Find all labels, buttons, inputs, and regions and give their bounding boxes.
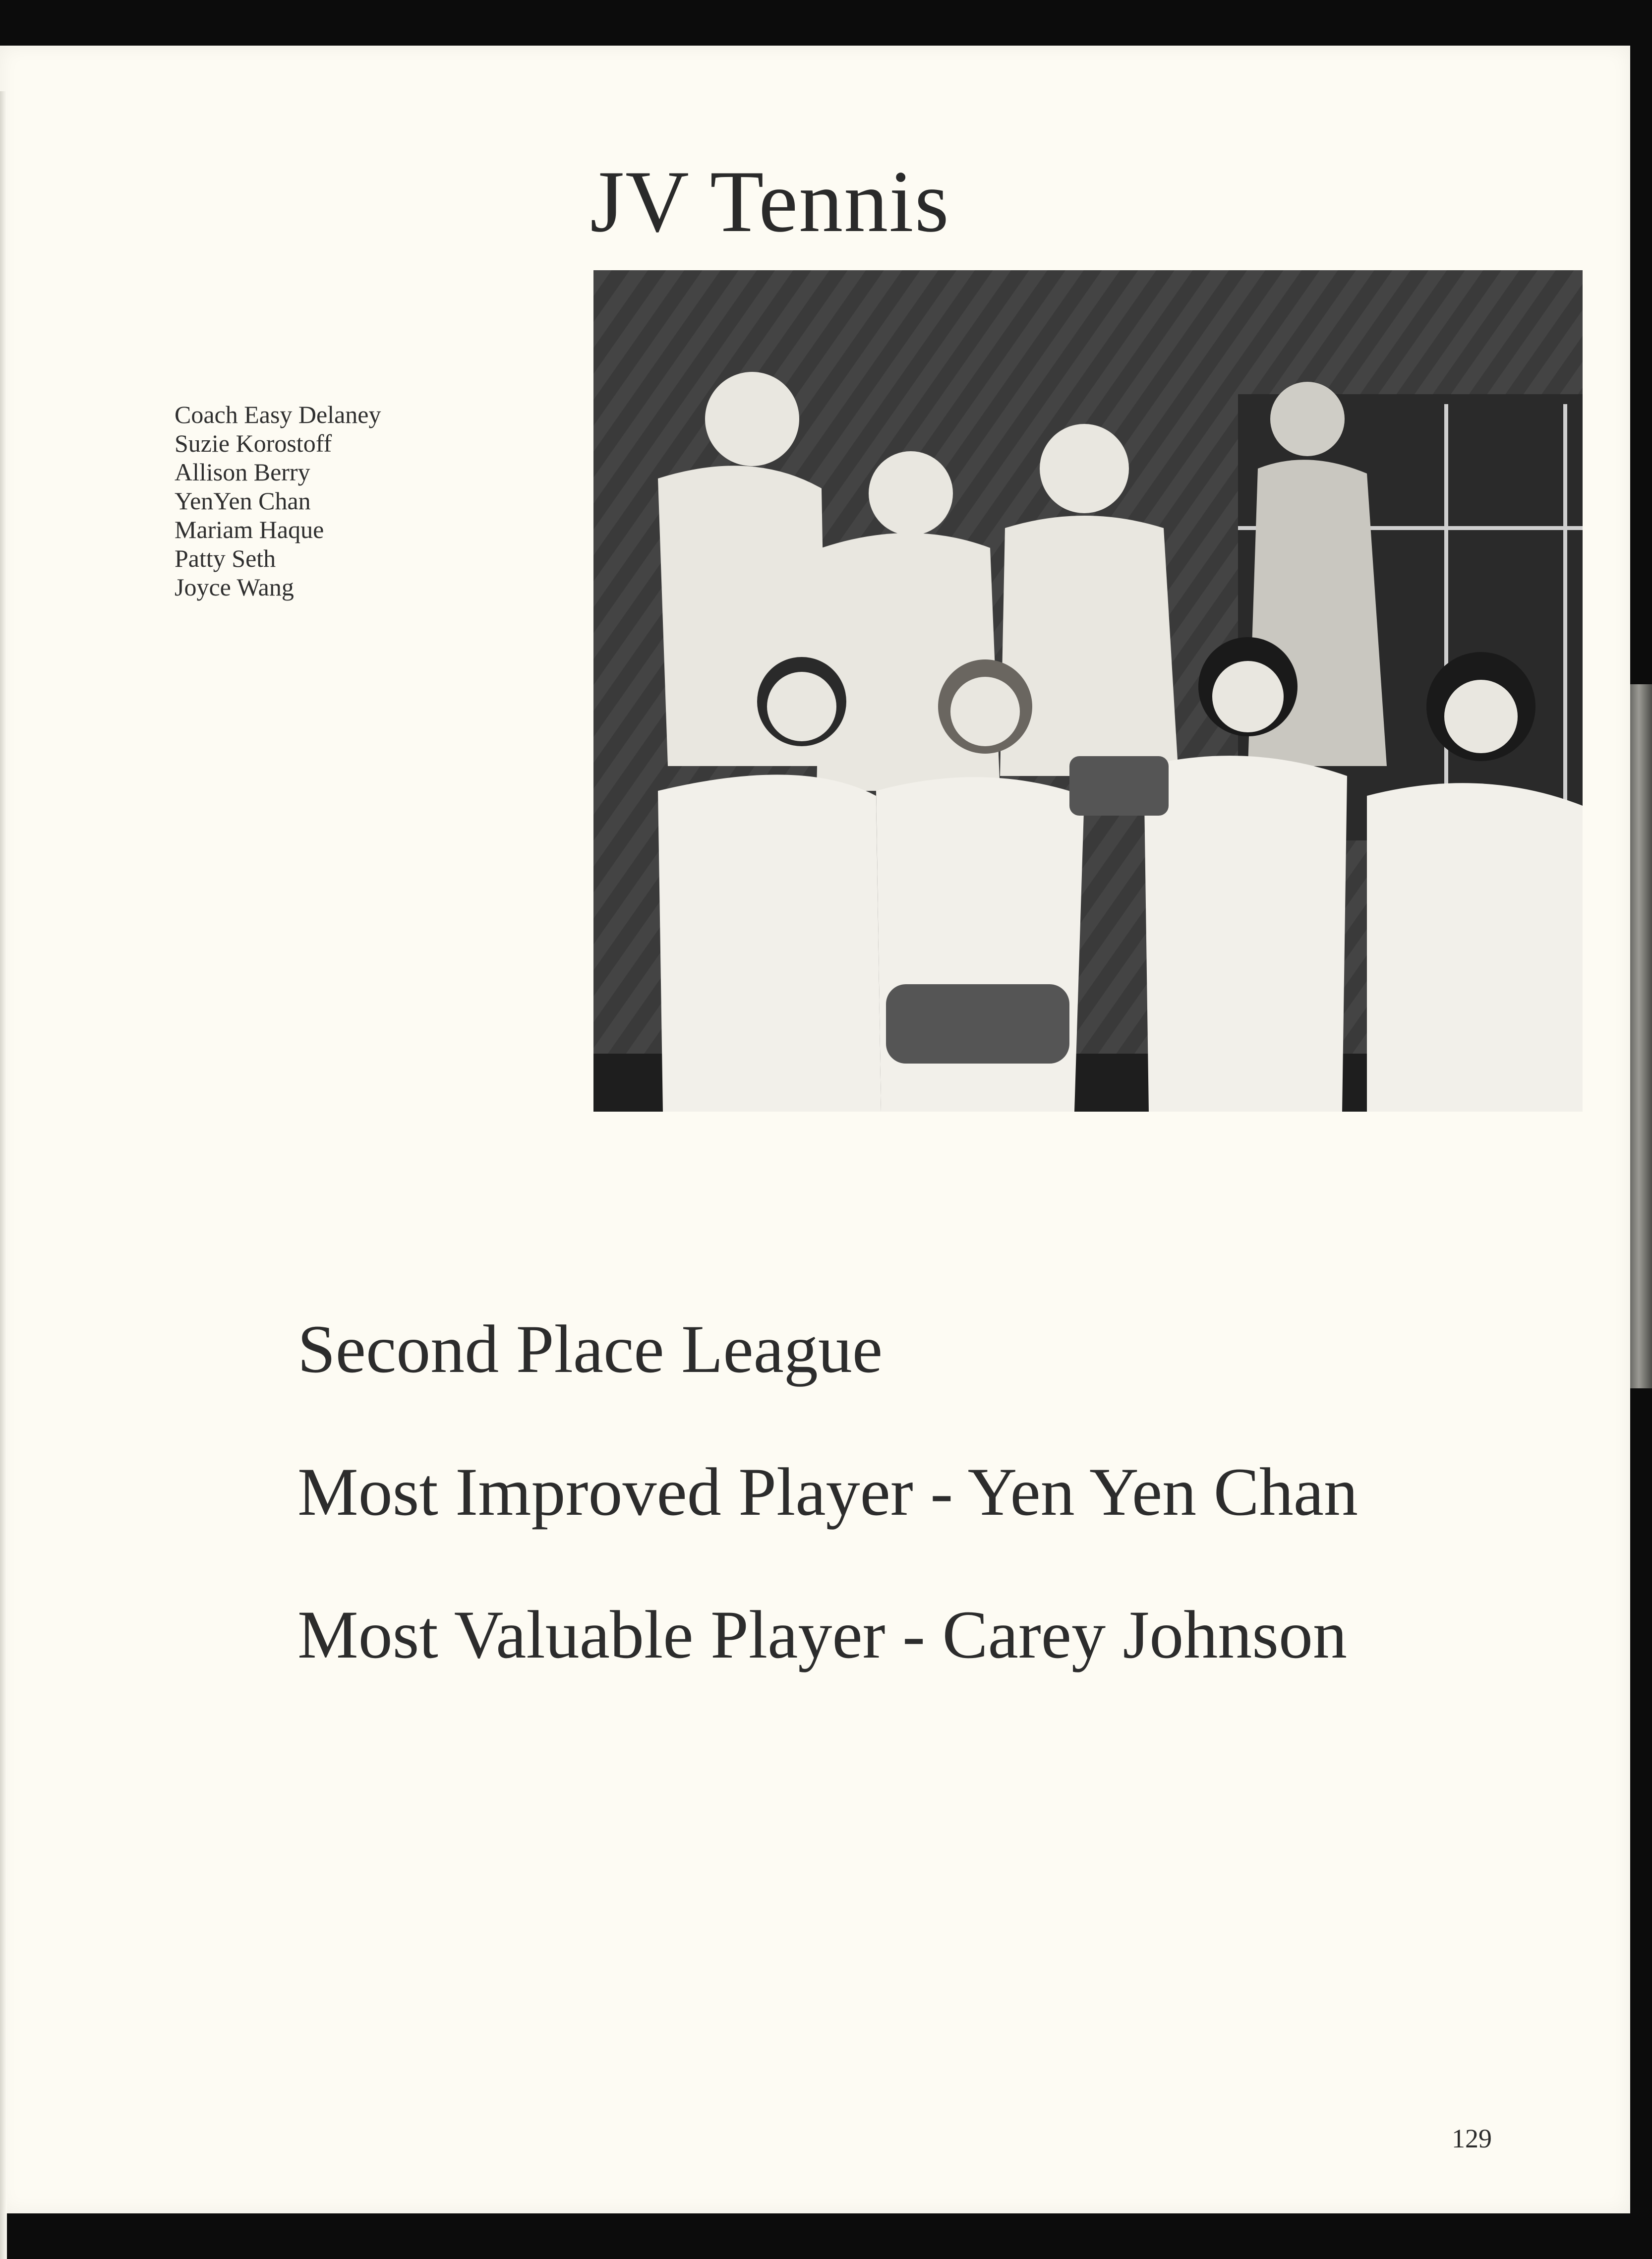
team-photo-illustration [593, 270, 1583, 1112]
award-line: Most Valuable Player - Carey Johnson [297, 1597, 1347, 1672]
award-line: Most Improved Player - Yen Yen Chan [297, 1454, 1358, 1530]
roster-name: Coach Easy Delaney [175, 401, 381, 428]
award-line: Second Place League [297, 1311, 883, 1387]
team-photo [593, 270, 1583, 1112]
scan-edge [1630, 684, 1652, 1388]
roster-name: Mariam Haque [175, 516, 324, 543]
roster-name: Patty Seth [175, 544, 276, 572]
page-title: JV Tennis [590, 152, 950, 250]
roster-name: Allison Berry [175, 458, 310, 486]
awards-list [297, 1311, 1358, 1743]
team-roster [175, 400, 381, 601]
page-gutter [0, 91, 7, 2259]
roster-name: YenYen Chan [175, 487, 311, 515]
roster-name: Joyce Wang [175, 573, 294, 601]
roster-name: Suzie Korostoff [175, 429, 332, 457]
page-number: 129 [1452, 2124, 1492, 2153]
yearbook-page [0, 46, 1630, 2213]
